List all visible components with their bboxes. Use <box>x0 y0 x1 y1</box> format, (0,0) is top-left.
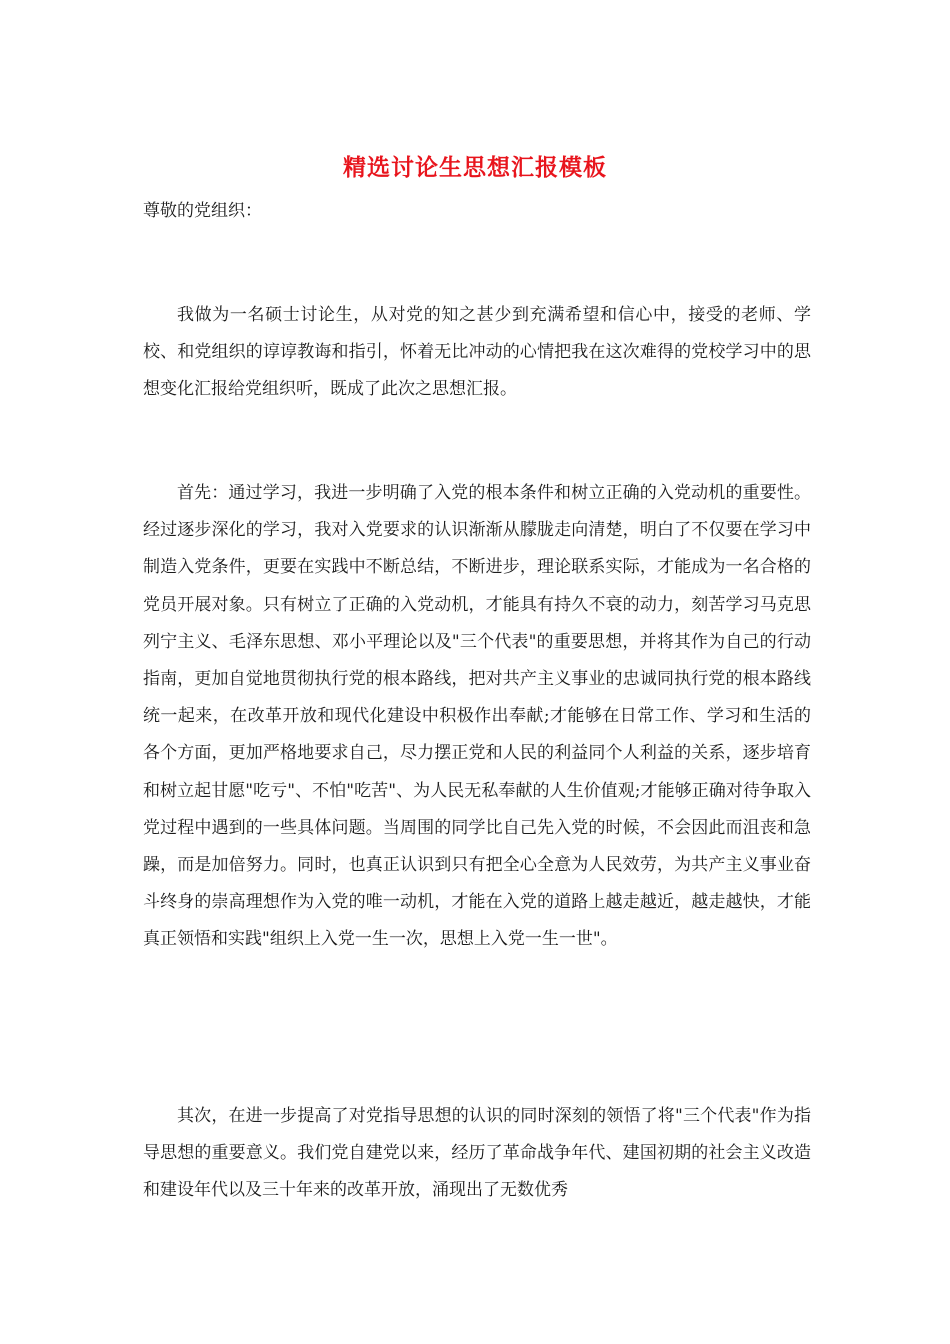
salutation: 尊敬的党组织： <box>143 201 262 221</box>
paragraph-3: 其次，在进一步提高了对党指导思想的认识的同时深刻的领悟了将"三个代表"作为指导思想的重要意义。我们党自建党以来，经历了革命战争年代、建国初期的社会主义改造和建设年代以及三十年来的改革开放，涌现出了无数优秀 <box>143 1106 811 1201</box>
paragraph-2: 首先：通过学习，我进一步明确了入党的根本条件和树立正确的入党动机的重要性。经过逐步深化的学习，我对入党要求的认识渐渐从朦胧走向清楚，明白了不仅要在学习中制造入党条件，更要在实践中不断总结，不断进步，理论联系实际，才能成为一名合格的党员开展对象。只有树立了正确的入党动机，才能具有持久不衰的动力，刻苦学习马克思列宁主义、毛泽东思想、邓小平理论以及"三个代表"的重要思想，并将其作为自己的行动指南，更加自觉地贯彻执行党的根本路线，把对共产主义事业的忠诚同执行党的根本路线统一起来，在改革开放和现代化建设中积极作出奉献;才能够在日常工作、学习和生活的各个方面，更加严格地要求自己，尽力摆正党和人民的利益同个人利益的关系，逐步培育和树立起甘愿"吃亏"、不怕"吃苦"、为人民无私奉献的人生价值观;才能够正确对待争取入党过程中遇到的一些具体问题。当周围的同学比自己先入党的时候，不会因此而沮丧和急躁，而是加倍努力。同时，也真正认识到只有把全心全意为人民效劳，为共产主义事业奋斗终身的崇高理想作为入党的唯一动机，才能在入党的道路上越走越近，越走越快，才能真正领悟和实践"组织上入党一生一次，思想上入党一生一世"。 <box>143 483 811 950</box>
document-title: 精选讨论生思想汇报模板 <box>343 154 607 181</box>
paragraph-1: 我做为一名硕士讨论生，从对党的知之甚少到充满希望和信心中，接受的老师、学校、和党组织的谆谆教诲和指引，怀着无比冲动的心情把我在这次难得的党校学习中的思想变化汇报给党组织听，既成了此次之思想汇报。 <box>143 305 811 400</box>
